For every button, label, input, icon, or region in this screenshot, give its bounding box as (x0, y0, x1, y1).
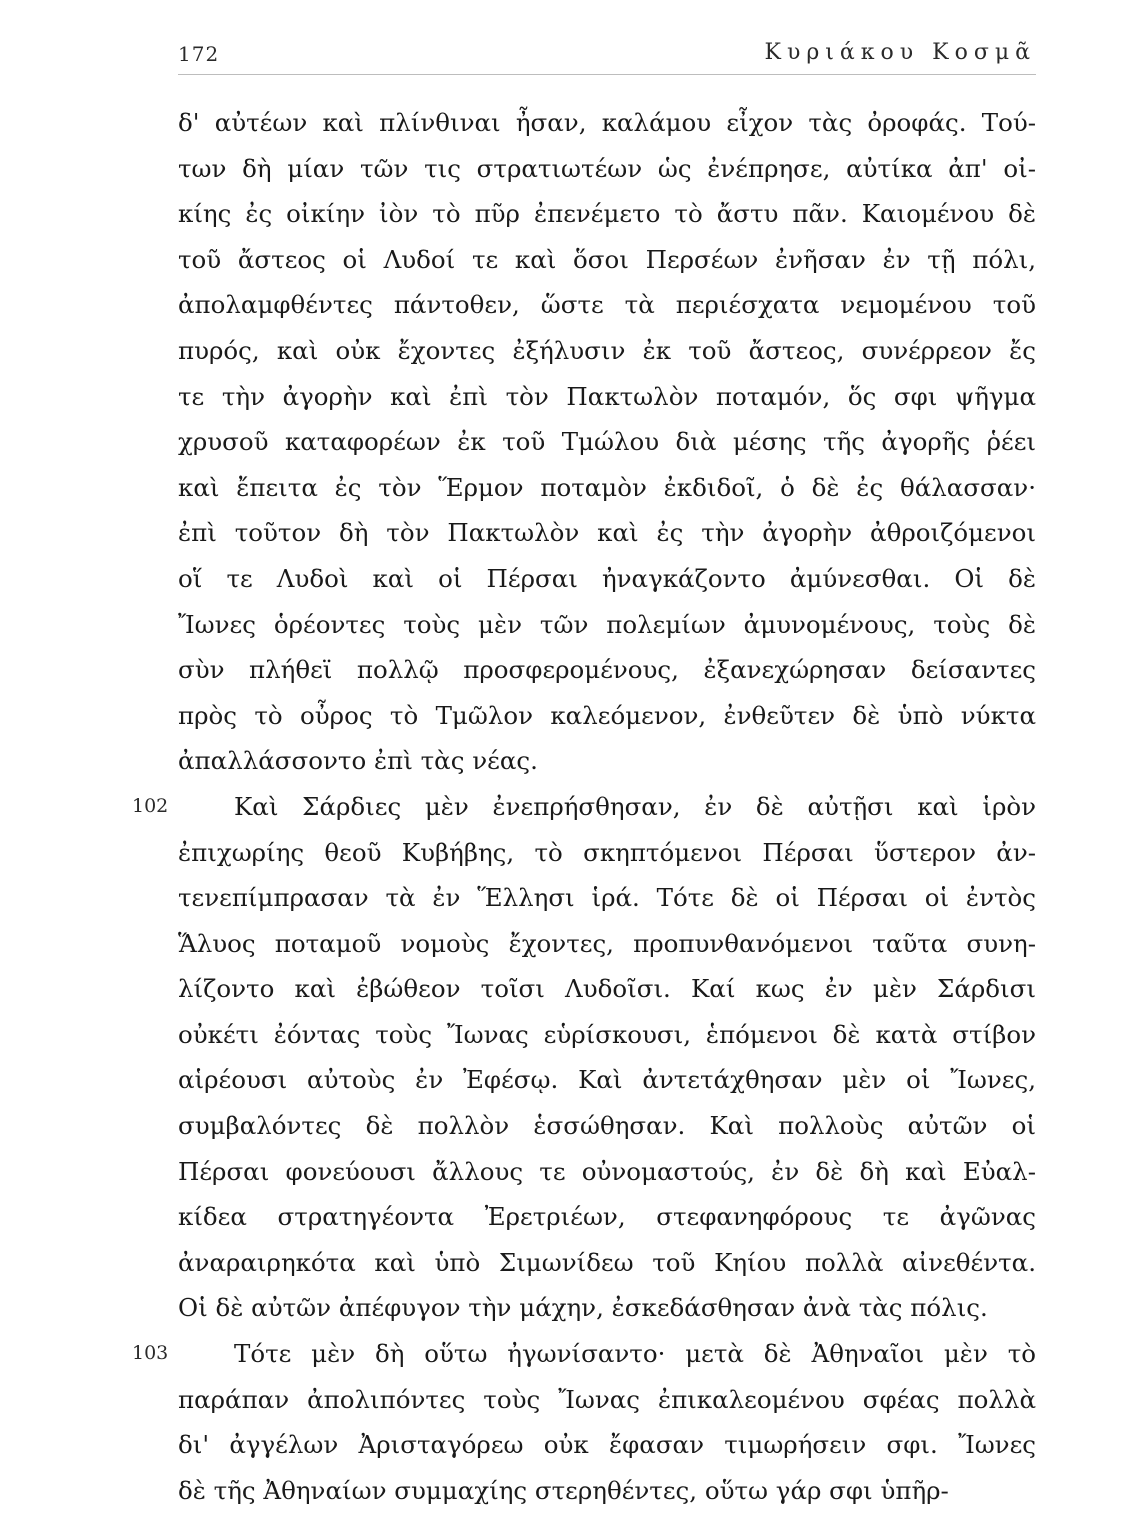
text-line (178, 1285, 1036, 1331)
line-text: ἐπιχωρίης θεοῦ Κυβήβης, τὸ σκηπτόμενοι Πέρσαι ὕστερον ἀν- (178, 837, 1036, 867)
line-text: ἀπολαμφθέντες πάντοθεν, ὥστε τὰ περιέσχατα νεμομένου τοῦ (178, 290, 1036, 320)
line-text: Πέρσαι φονεύουσι ἄλλους τε οὐνομαστούς, ἐν δὲ δὴ καὶ Εὐαλ- (178, 1156, 1036, 1186)
line-text: Τότε μὲν δὴ οὕτω ἠγωνίσαντο· μετὰ δὲ Ἀθηναῖοι μὲν τὸ (234, 1339, 1036, 1369)
text-line (132, 1331, 1036, 1377)
line-text: Καὶ Σάρδιες μὲν ἐνεπρήσθησαν, ἐν δὲ αὐτῇσι καὶ ἱρὸν (234, 791, 1036, 821)
section-number: 103 (132, 1342, 169, 1365)
text-line (178, 146, 1036, 192)
text-line (178, 1149, 1036, 1195)
paragraph (132, 1331, 1036, 1513)
line-text: των δὴ μίαν τῶν τις στρατιωτέων ὡς ἐνέπρησε, αὐτίκα ἀπ' οἰ- (178, 153, 1036, 183)
line-text: τενεπίμπρασαν τὰ ἐν Ἕλλησι ἱρά. Τότε δὲ οἱ Πέρσαι οἱ ἐντὸς (178, 883, 1036, 913)
text-line (178, 374, 1036, 420)
running-head: Κυριάκου Κοσμᾶ (764, 40, 1036, 65)
text-line (178, 1057, 1036, 1103)
page-header (178, 38, 1036, 68)
text-line (178, 738, 1036, 784)
line-text: πυρός, καὶ οὐκ ἔχοντες ἐξήλυσιν ἐκ τοῦ ἄστεος, συνέρρεον ἔς (178, 335, 1036, 365)
line-text: Ἴωνες ὁρέοντες τοὺς μὲν τῶν πολεμίων ἀμυνομένους, τοὺς δὲ (178, 609, 1036, 639)
line-text: δ' αὐτέων καὶ πλίνθιναι ἦσαν, καλάμου εἶχον τὰς ὀροφάς. Τού- (178, 108, 1036, 137)
line-text: πρὸς τὸ οὖρος τὸ Τμῶλον καλεόμενον, ἐνθεῦτεν δὲ ὑπὸ νύκτα (178, 700, 1036, 730)
text-line (178, 1012, 1036, 1058)
line-text: αἱρέουσι αὐτοὺς ἐν Ἐφέσῳ. Καὶ ἀντετάχθησαν μὲν οἱ Ἴωνες, (178, 1065, 1036, 1095)
line-text: οὐκέτι ἐόντας τοὺς Ἴωνας εὑρίσκουσι, ἑπόμενοι δὲ κατὰ στίβον (178, 1019, 1036, 1049)
text-line (178, 830, 1036, 876)
text-line (178, 328, 1036, 374)
line-text: συμβαλόντες δὲ πολλὸν ἑσσώθησαν. Καὶ πολλοὺς αὐτῶν οἱ (178, 1111, 1036, 1141)
line-text: κίδεα στρατηγέοντα Ἐρετριέων, στεφανηφόρους τε ἀγῶνας (178, 1202, 1036, 1232)
text-line (178, 1377, 1036, 1423)
text-line (178, 191, 1036, 237)
line-text: ἀπαλλάσσοντο ἐπὶ τὰς νέας. (178, 746, 538, 776)
line-text: παράπαν ἀπολιπόντες τοὺς Ἴωνας ἐπικαλεομένου σφέας πολλὰ (178, 1384, 1036, 1414)
text-line (178, 282, 1036, 328)
text-line (178, 465, 1036, 511)
text-line (178, 419, 1036, 465)
text-line (178, 556, 1036, 602)
paragraph (132, 784, 1036, 1331)
line-text: χρυσοῦ καταφορέων ἐκ τοῦ Τμώλου διὰ μέσης τῆς ἀγορῆς ῥέει (178, 427, 1036, 457)
text-line (178, 237, 1036, 283)
text-line (178, 1422, 1036, 1468)
line-text: σὺν πλήθεϊ πολλῷ προσφερομένους, ἐξανεχώρησαν δείσαντες (178, 655, 1036, 685)
text-line (178, 100, 1036, 146)
main-text (132, 100, 1036, 1513)
text-line (178, 602, 1036, 648)
line-text: ἐπὶ τοῦτον δὴ τὸν Πακτωλὸν καὶ ἐς τὴν ἀγορὴν ἀθροιζόμενοι (178, 518, 1036, 548)
text-line (178, 1103, 1036, 1149)
page-number: 172 (178, 42, 220, 66)
text-line (132, 784, 1036, 830)
line-text: τε τὴν ἀγορὴν καὶ ἐπὶ τὸν Πακτωλὸν ποταμόν, ὅς σφι ψῆγμα (178, 381, 1036, 411)
line-text: καὶ ἔπειτα ἐς τὸν Ἕρμον ποταμὸν ἐκδιδοῖ, ὁ δὲ ἐς θάλασσαν· (178, 472, 1036, 502)
text-line (178, 921, 1036, 967)
text-line (178, 1468, 1036, 1513)
line-text: κίης ἐς οἰκίην ἰὸν τὸ πῦρ ἐπενέμετο τὸ ἄστυ πᾶν. Καιομένου δὲ (178, 199, 1036, 229)
text-line (178, 647, 1036, 693)
text-line (178, 1240, 1036, 1286)
text-line (178, 510, 1036, 556)
section-number: 102 (132, 794, 169, 817)
line-text: λίζοντο καὶ ἐβώθεον τοῖσι Λυδοῖσι. Καί κως ἐν μὲν Σάρδισι (178, 974, 1036, 1004)
line-text: ἀναραιρηκότα καὶ ὑπὸ Σιμωνίδεω τοῦ Κηίου πολλὰ αἰνεθέντα. (178, 1247, 1036, 1277)
line-text: Ἅλυος ποταμοῦ νομοὺς ἔχοντες, προπυνθανόμενοι ταῦτα συνη- (178, 928, 1036, 958)
line-text: δι' ἀγγέλων Ἀρισταγόρεω οὐκ ἔφασαν τιμωρήσειν σφι. Ἴωνες (178, 1430, 1036, 1460)
text-line (178, 875, 1036, 921)
paragraph (178, 100, 1036, 784)
line-text: οἵ τε Λυδοὶ καὶ οἱ Πέρσαι ἠναγκάζοντο ἀμύνεσθαι. Οἱ δὲ (178, 563, 1036, 593)
header-rule (178, 74, 1036, 75)
line-text: τοῦ ἄστεος οἱ Λυδοί τε καὶ ὅσοι Περσέων ἐνῆσαν ἐν τῇ πόλι, (178, 244, 1036, 274)
line-text: Οἱ δὲ αὐτῶν ἀπέφυγον τὴν μάχην, ἐσκεδάσθησαν ἀνὰ τὰς πόλις. (178, 1293, 988, 1323)
text-line (178, 1194, 1036, 1240)
text-line (178, 693, 1036, 739)
text-line (178, 966, 1036, 1012)
line-text: δὲ τῆς Ἀθηναίων συμμαχίης στερηθέντες, οὕτω γάρ σφι ὑπῆρ- (178, 1475, 949, 1505)
